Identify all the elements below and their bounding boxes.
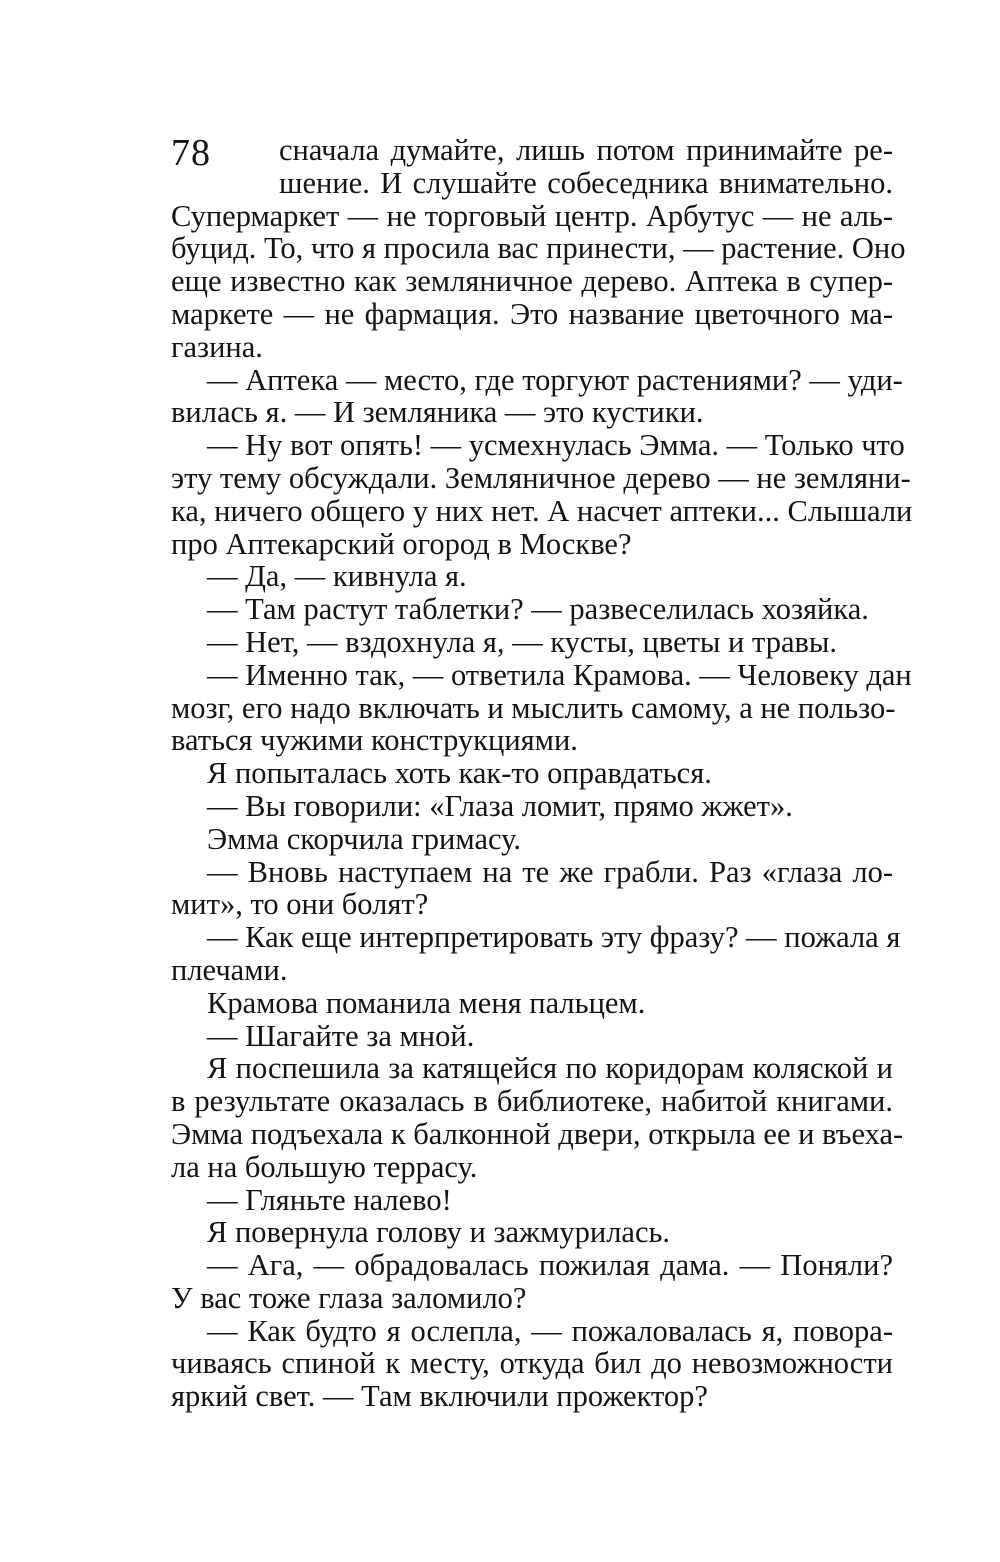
page-number: 78 [171, 132, 211, 174]
text-line: в результате оказалась в библиотеке, набитой книгами. [171, 1084, 893, 1119]
text-line: Крамова поманила меня пальцем. [207, 985, 646, 1020]
text-line: — Ну вот опять! — усмехнулась Эмма. — Только что [207, 428, 905, 463]
text-line: — Вы говорили: «Глаза ломит, прямо жжет». [207, 788, 793, 823]
text-line: про Аптекарский огород в Москве? [171, 526, 632, 561]
text-line: — Как будто я ослепла, — пожаловалась я, повора- [207, 1313, 893, 1348]
text-line: ваться чужими конструкциями. [171, 723, 578, 758]
text-line: газина. [171, 329, 263, 364]
text-line: Я попыталась хоть как-то оправдаться. [207, 756, 712, 791]
text-line: — Там растут таблетки? — развеселилась хозяйка. [207, 592, 869, 627]
text-line: Супермаркет — не торговый центр. Арбутус — не аль- [171, 198, 893, 233]
text-line: ла на большую террасу. [171, 1149, 478, 1184]
text-line: чиваясь спиной к месту, откуда бил до невозможности [171, 1346, 893, 1381]
text-line: Эмма скорчила гримасу. [207, 821, 521, 856]
text-line: — Ага, — обрадовалась пожилая дама. — Поняли? [207, 1248, 893, 1283]
text-line: еще известно как земляничное дерево. Аптека в супер- [171, 264, 893, 299]
text-line: — Именно так, — ответила Крамова. — Человеку дан [207, 657, 912, 692]
text-line: — Да, — кивнула я. [207, 559, 467, 594]
text-line: маркете — не фармация. Это название цветочного ма- [171, 296, 893, 331]
text-line: эту тему обсуждали. Земляничное дерево — не земляни- [171, 460, 911, 495]
text-line: — Аптека — место, где торгуют растениями? — уди- [207, 362, 903, 397]
text-line: — Вновь наступаем на те же грабли. Раз «глаза ло- [207, 854, 893, 889]
text-line: — Шагайте за мной. [207, 1018, 475, 1053]
text-line: Я поспешила за катящейся по коридорам коляской и [207, 1051, 893, 1086]
text-line: плечами. [171, 952, 288, 987]
text-line: — Нет, — вздохнула я, — кусты, цветы и травы. [207, 624, 838, 659]
text-line: Я повернула голову и зажмурилась. [207, 1215, 671, 1250]
text-line: ка, ничего общего у них нет. А насчет аптеки... Слышали [171, 493, 913, 528]
body-text [171, 133, 913, 1414]
text-line: Эмма подъехала к балконной двери, открыла ее и въеха- [171, 1116, 904, 1151]
text-line: вилась я. — И земляника — это кустики. [171, 395, 704, 430]
text-line: буцид. То, что я просила вас принести, — растение. Оно [171, 231, 906, 266]
text-line: У вас тоже глаза заломило? [171, 1280, 527, 1315]
text-line: яркий свет. — Там включили прожектор? [171, 1379, 708, 1414]
text-line: мит», то они болят? [171, 887, 429, 922]
text-line: — Гляньте налево! [207, 1182, 452, 1217]
text-line: сначала думайте, лишь потом принимайте ре- [279, 133, 893, 167]
text-line: шение. И слушайте собеседника внимательно. [279, 165, 893, 200]
text-line: мозг, его надо включать и мыслить самому, а не пользо- [171, 690, 896, 725]
text-line: — Как еще интерпретировать эту фразу? — пожала я [207, 920, 901, 955]
